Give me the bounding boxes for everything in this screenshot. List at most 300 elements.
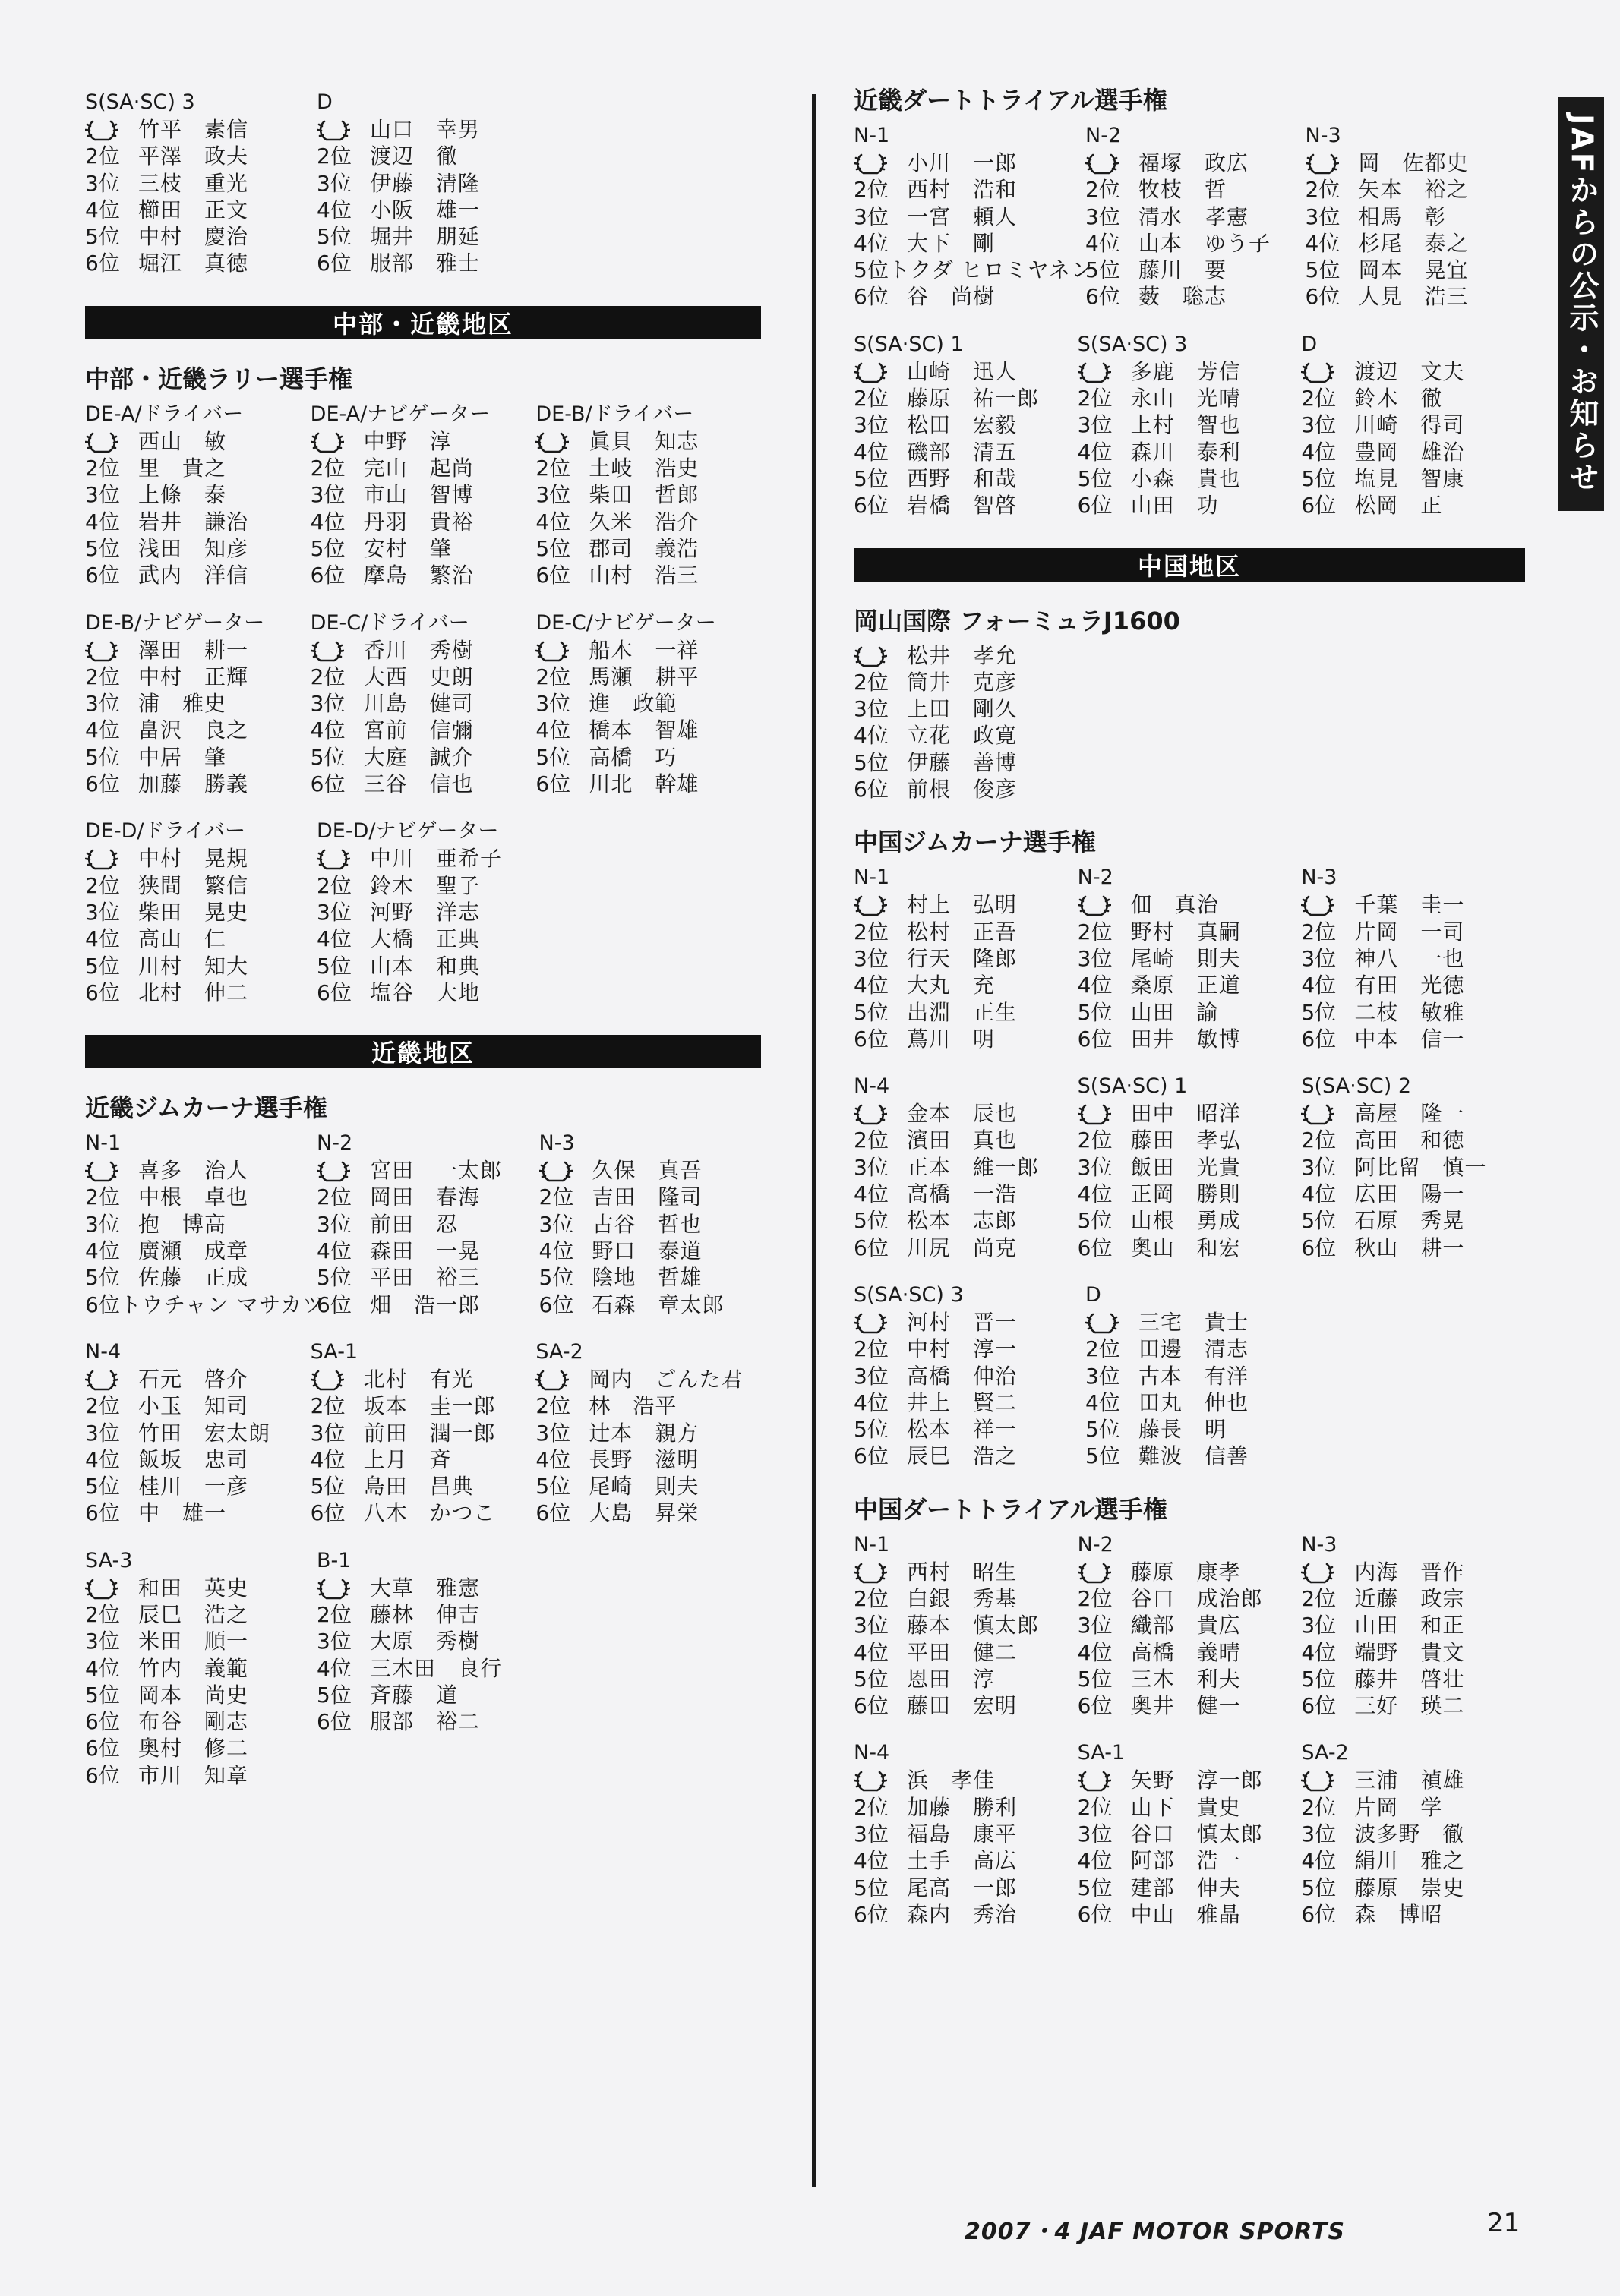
driver-name: 喜多 治人: [138, 1158, 249, 1184]
class-title: D: [317, 90, 333, 114]
driver-name: 牧枝 哲: [1138, 177, 1227, 203]
driver-name: 田井 敏博: [1130, 1026, 1241, 1052]
driver-name: 藤川 要: [1138, 257, 1227, 283]
driver-name: 蔦川 明: [907, 1026, 996, 1052]
rank-label: 3位: [854, 412, 889, 438]
result-entry: [535, 481, 761, 508]
class-result-group: [311, 1338, 536, 1527]
result-entry: [85, 223, 317, 250]
rank-label: 5位: [854, 749, 889, 775]
driver-name: 河野 洋志: [370, 899, 481, 925]
driver-name: 伊藤 善博: [907, 749, 1018, 775]
class-result-group: [854, 1531, 1078, 1720]
class-title: N-2: [1085, 124, 1122, 147]
driver-name: 森川 泰利: [1130, 439, 1241, 465]
laurel-wreath-icon: [854, 1770, 887, 1793]
rank-label: 5位: [317, 1265, 352, 1291]
rank-label: 3位: [1077, 1821, 1113, 1847]
rank-label: 5位: [310, 744, 346, 770]
driver-name: 立花 政寛: [907, 723, 1018, 749]
class-results-row: [854, 121, 1525, 311]
class-title: N-2: [1077, 866, 1113, 890]
result-entry: [1078, 358, 1302, 385]
driver-name: 和田 英史: [138, 1575, 249, 1601]
winner-laurel: [311, 428, 364, 455]
result-entry: [1301, 919, 1525, 945]
driver-name: 林 浩平: [589, 1393, 677, 1419]
rank-label: 2位: [1301, 1128, 1337, 1153]
winner-laurel: [854, 1767, 907, 1793]
result-entry: [317, 143, 548, 169]
driver-name: 神八 一也: [1354, 945, 1465, 971]
winner-laurel: [535, 1366, 589, 1392]
result-entry: [85, 1392, 311, 1419]
class-result-group: [1078, 863, 1302, 1052]
result-entry: [317, 223, 548, 250]
rank-label: 3位: [85, 1629, 120, 1654]
result-entry: [317, 170, 548, 197]
winner-laurel: [1078, 891, 1131, 918]
rank-label: 3位: [1301, 1154, 1337, 1180]
rank-label: 2位: [535, 664, 571, 689]
driver-name: 清水 孝憲: [1138, 203, 1249, 229]
driver-name: トウチャン マサカツ: [119, 1292, 325, 1317]
rank-label: 5位: [1301, 465, 1337, 491]
class-title: B-1: [317, 1548, 352, 1572]
result-entry: [85, 926, 317, 952]
result-entry: [854, 150, 1085, 176]
driver-name: 松岡 正: [1354, 493, 1443, 519]
driver-name: 小川 一郎: [907, 150, 1018, 175]
winner-laurel: [85, 1157, 138, 1184]
rank-label: 4位: [1085, 230, 1120, 256]
result-entry: [85, 1292, 325, 1318]
class-title: SA-3: [85, 1548, 133, 1572]
driver-name: 柴田 哲郎: [589, 482, 699, 508]
result-entry: [85, 664, 311, 690]
driver-name: 豊岡 雄治: [1354, 439, 1465, 465]
result-entry: [854, 1389, 1085, 1416]
result-entry: [85, 744, 311, 771]
result-entry: [1078, 1821, 1302, 1847]
driver-name: 中 雄一: [138, 1500, 227, 1526]
result-entry: [854, 1767, 1078, 1793]
class-results-row: [85, 88, 761, 277]
championship-title: 中国ジムカーナ選手権: [854, 828, 1096, 857]
driver-name: 薮 聡志: [1138, 284, 1227, 310]
result-entry: [1301, 891, 1525, 918]
result-entry: [311, 717, 536, 743]
result-entry: [854, 1875, 1078, 1901]
winner-laurel: [1078, 1559, 1131, 1585]
driver-name: 岡田 春海: [370, 1184, 481, 1210]
driver-name: 渡辺 徹: [370, 144, 459, 169]
rank-label: 4位: [317, 1238, 352, 1264]
driver-name: 布谷 剛志: [138, 1709, 249, 1735]
driver-name: 佃 真治: [1130, 892, 1219, 918]
rank-label: 5位: [1305, 257, 1341, 283]
result-entry: [1301, 1127, 1525, 1153]
driver-name: 橋本 智雄: [589, 718, 699, 743]
rank-label: 4位: [854, 723, 889, 749]
driver-name: 中山 雅晶: [1130, 1901, 1241, 1927]
driver-name: 土岐 浩史: [589, 456, 699, 481]
driver-name: 白銀 秀基: [907, 1585, 1018, 1611]
rank-label: 2位: [85, 664, 120, 689]
winner-laurel: [85, 1366, 138, 1392]
winner-laurel: [1301, 358, 1354, 385]
rank-label: 4位: [85, 926, 120, 952]
result-entry: [1078, 1847, 1302, 1874]
driver-name: 松村 正吾: [907, 919, 1018, 945]
driver-name: 森 博昭: [1354, 1901, 1443, 1927]
driver-name: 尾崎 則夫: [1130, 945, 1241, 971]
result-entry: [1078, 1026, 1302, 1052]
rank-label: 2位: [317, 1184, 352, 1210]
driver-name: 上條 泰: [138, 482, 227, 508]
class-result-group: [1085, 1281, 1317, 1470]
class-results-row: [854, 1531, 1525, 1720]
result-entry: [854, 358, 1078, 385]
result-entry: [317, 1601, 548, 1628]
rank-label: 2位: [1085, 177, 1120, 203]
result-entry: [85, 872, 317, 899]
class-title: DE-B/ナビゲーター: [85, 610, 265, 635]
rank-label: 2位: [854, 1128, 889, 1153]
driver-name: 市山 智博: [363, 482, 474, 508]
driver-name: 斉藤 道: [370, 1682, 459, 1708]
result-entry: [311, 664, 536, 690]
class-result-group: [317, 817, 548, 1006]
rank-label: 6位: [85, 1736, 120, 1761]
result-entry: [311, 771, 536, 797]
rank-label: 3位: [854, 1613, 889, 1638]
result-entry: [1078, 1901, 1302, 1928]
result-entry: [1078, 1235, 1302, 1261]
laurel-wreath-icon: [85, 119, 118, 142]
driver-name: 上田 剛久: [907, 696, 1018, 722]
rank-label: 3位: [535, 482, 571, 508]
result-entry: [1078, 385, 1302, 412]
result-entry: [1078, 972, 1302, 998]
driver-name: 三枝 重光: [138, 170, 249, 196]
laurel-wreath-icon: [85, 640, 118, 663]
driver-name: 中野 淳: [363, 428, 452, 454]
result-entry: [535, 664, 761, 690]
result-entry: [311, 1392, 536, 1419]
winner-laurel: [1085, 150, 1138, 176]
winner-laurel: [1306, 150, 1359, 176]
driver-name: 三好 瑛二: [1354, 1693, 1465, 1719]
rank-label: 6位: [854, 1026, 889, 1052]
winner-laurel: [317, 1157, 370, 1184]
driver-name: 里 貴之: [138, 456, 227, 481]
result-entry: [854, 1794, 1078, 1821]
result-entry: [317, 1211, 539, 1238]
laurel-wreath-icon: [854, 361, 887, 384]
rank-label: 5位: [854, 465, 889, 491]
result-entry: [535, 455, 761, 481]
rank-label: 5位: [854, 1875, 889, 1900]
result-entry: [317, 1655, 548, 1682]
championship-title: 岡山国際 フォーミュラJ1600: [854, 606, 1180, 636]
driver-name: 尾高 一郎: [907, 1875, 1018, 1900]
result-entry: [1301, 1821, 1525, 1847]
result-entry: [1078, 412, 1302, 438]
result-entry: [85, 1420, 311, 1446]
driver-name: 河村 晋一: [907, 1309, 1018, 1335]
result-entry: [1306, 150, 1526, 176]
class-result-group: [1078, 1739, 1302, 1928]
driver-name: 西村 浩和: [907, 177, 1018, 203]
rank-label: 6位: [1085, 284, 1120, 310]
result-entry: [311, 481, 536, 508]
driver-name: 香川 秀樹: [363, 637, 474, 663]
laurel-wreath-icon: [535, 1369, 569, 1392]
rank-label: 6位: [1077, 1693, 1113, 1719]
rank-label: 6位: [310, 563, 346, 588]
result-entry: [1078, 1692, 1302, 1719]
class-result-group: [85, 1129, 325, 1318]
driver-name: 古本 有洋: [1138, 1363, 1249, 1389]
rank-label: 6位: [85, 563, 120, 588]
driver-name: 波多野 徹: [1354, 1821, 1465, 1847]
winner-laurel: [854, 891, 907, 918]
result-entry: [1085, 176, 1306, 203]
driver-name: 西村 昭生: [907, 1559, 1018, 1585]
result-entry: [1078, 891, 1302, 918]
result-entry: [85, 562, 311, 588]
driver-name: 前田 潤一郎: [363, 1420, 496, 1446]
rank-label: 3位: [317, 1211, 352, 1237]
result-entry: [317, 1238, 539, 1264]
rank-label: 2位: [535, 456, 571, 481]
rank-label: 2位: [854, 1336, 889, 1362]
driver-name: 田中 昭洋: [1130, 1101, 1241, 1127]
driver-name: 浅田 知彦: [138, 535, 249, 561]
driver-name: 櫛田 正文: [138, 197, 249, 222]
result-entry: [854, 492, 1078, 519]
winner-laurel: [854, 1309, 907, 1336]
rank-label: 5位: [535, 744, 571, 770]
rank-label: 3位: [1301, 412, 1337, 438]
driver-name: 摩島 繁治: [363, 563, 474, 588]
driver-name: 小玉 知司: [138, 1393, 249, 1419]
result-entry: [1301, 945, 1525, 972]
result-entry: [854, 1309, 1085, 1336]
rank-label: 2位: [1085, 1336, 1120, 1362]
rank-label: 4位: [854, 1639, 889, 1665]
rank-label: 5位: [1077, 465, 1113, 491]
driver-name: 片岡 学: [1354, 1794, 1443, 1820]
rank-label: 6位: [1301, 1693, 1337, 1719]
result-entry: [85, 1762, 317, 1789]
driver-name: 大草 雅憲: [370, 1575, 481, 1601]
region-banner: 中国地区: [854, 548, 1525, 582]
driver-name: 桑原 正道: [1130, 973, 1241, 998]
class-results-row: [85, 1547, 761, 1789]
rank-label: 4位: [535, 718, 571, 743]
driver-name: 藤原 祐一郎: [907, 386, 1040, 412]
rank-label: 3位: [854, 1363, 889, 1389]
winner-laurel: [1301, 1100, 1354, 1127]
rank-label: 2位: [854, 1585, 889, 1611]
result-entry: [854, 1127, 1078, 1153]
driver-name: 岡本 尚史: [138, 1682, 249, 1708]
driver-name: 山村 浩三: [589, 563, 699, 588]
driver-name: 三宅 貴士: [1138, 1309, 1249, 1335]
driver-name: 森田 一晃: [370, 1238, 481, 1264]
result-entry: [854, 919, 1078, 945]
result-entry: [854, 1612, 1078, 1638]
rank-label: 3位: [1305, 203, 1341, 229]
driver-name: 竹田 宏太朗: [138, 1420, 271, 1446]
result-entry: [85, 979, 317, 1006]
rank-label: 4位: [310, 509, 346, 535]
result-entry: [535, 1392, 761, 1419]
class-result-group: [311, 400, 536, 589]
rank-label: 5位: [854, 257, 889, 283]
driver-name: 千葉 圭一: [1354, 892, 1465, 918]
rank-label: 6位: [854, 493, 889, 519]
result-entry: [317, 1292, 539, 1318]
rank-label: 2位: [85, 144, 120, 169]
driver-name: 井上 賢二: [907, 1389, 1018, 1415]
driver-name: 長野 滋明: [589, 1446, 699, 1472]
result-entry: [1301, 1181, 1525, 1207]
result-entry: [311, 1366, 536, 1392]
result-entry: [85, 1184, 317, 1210]
driver-name: 山口 幸男: [370, 117, 481, 142]
result-entry: [1085, 1363, 1317, 1389]
result-entry: [535, 535, 761, 562]
result-entry: [317, 979, 548, 1006]
laurel-wreath-icon: [317, 848, 350, 871]
driver-name: 三木 利夫: [1130, 1666, 1241, 1692]
rank-label: 3位: [317, 899, 352, 925]
driver-name: 大橋 正典: [370, 926, 481, 952]
rank-label: 3位: [85, 691, 120, 717]
driver-name: 田丸 伸也: [1138, 1389, 1249, 1415]
rank-label: 2位: [1305, 177, 1341, 203]
class-title: SA-2: [1301, 1741, 1349, 1765]
driver-name: 端野 貴文: [1354, 1639, 1465, 1665]
rank-label: 2位: [1301, 1585, 1337, 1611]
rank-label: 2位: [854, 386, 889, 412]
rank-label: 4位: [310, 718, 346, 743]
laurel-wreath-icon: [85, 1160, 118, 1183]
driver-name: 宮田 一太郎: [370, 1158, 503, 1184]
rank-label: 2位: [854, 919, 889, 945]
result-entry: [854, 1847, 1078, 1874]
driver-name: 高山 仁: [138, 926, 227, 952]
result-entry: [311, 562, 536, 588]
result-entry: [85, 481, 311, 508]
driver-name: 野口 泰道: [592, 1238, 703, 1264]
driver-name: 小森 貴也: [1130, 465, 1241, 491]
driver-name: 鈴木 徹: [1354, 386, 1443, 412]
rank-label: 5位: [1077, 999, 1113, 1025]
class-title: S(SA·SC) 2: [1301, 1074, 1411, 1099]
result-entry: [311, 455, 536, 481]
rank-label: 2位: [310, 664, 346, 689]
result-entry: [317, 1184, 539, 1210]
result-entry: [1306, 257, 1526, 283]
rank-label: 5位: [317, 224, 352, 250]
result-entry: [1078, 1585, 1302, 1612]
winner-laurel: [854, 358, 907, 385]
driver-name: 谷 尚樹: [907, 284, 996, 310]
class-title: SA-2: [535, 1339, 583, 1364]
driver-name: 秋山 耕一: [1354, 1235, 1465, 1260]
rank-label: 6位: [310, 1500, 346, 1526]
driver-name: 松田 宏毅: [907, 412, 1018, 438]
driver-name: 福塚 政広: [1138, 150, 1249, 175]
driver-name: 米田 順一: [138, 1629, 249, 1654]
class-result-group: [85, 817, 317, 1006]
class-title: N-3: [1301, 866, 1337, 890]
laurel-wreath-icon: [1085, 153, 1119, 175]
laurel-wreath-icon: [1301, 1103, 1334, 1126]
result-entry: [311, 1446, 536, 1473]
driver-name: 大下 剛: [907, 230, 996, 256]
rank-label: 2位: [85, 456, 120, 481]
result-entry: [1085, 257, 1306, 283]
rank-label: 6位: [538, 1292, 574, 1317]
result-entry: [317, 953, 548, 979]
result-entry: [539, 1238, 762, 1264]
rank-label: 5位: [1301, 999, 1337, 1025]
result-entry: [535, 690, 761, 717]
rank-label: 6位: [1077, 1901, 1113, 1927]
rank-label: 6位: [1077, 1026, 1113, 1052]
laurel-wreath-icon: [1078, 1103, 1111, 1126]
rank-label: 6位: [85, 979, 120, 1005]
result-entry: [85, 1628, 317, 1654]
rank-label: 4位: [535, 1446, 571, 1472]
rank-label: 4位: [85, 718, 120, 743]
rank-label: 5位: [535, 535, 571, 561]
class-result-group: [1306, 121, 1526, 311]
result-entry: [317, 250, 548, 276]
result-entry: [1301, 1794, 1525, 1821]
rank-label: 4位: [1077, 1848, 1113, 1874]
class-result-group: [317, 1547, 548, 1789]
result-entry: [317, 116, 548, 143]
result-entry: [854, 1026, 1078, 1052]
driver-name: 山田 諭: [1130, 999, 1219, 1025]
result-entry: [317, 1157, 539, 1184]
result-entry: [854, 203, 1085, 230]
laurel-wreath-icon: [311, 640, 344, 663]
driver-name: 谷口 慎太郎: [1130, 1821, 1263, 1847]
result-entry: [1301, 439, 1525, 465]
rank-label: 5位: [1077, 1875, 1113, 1900]
rank-label: 6位: [1301, 493, 1337, 519]
rank-label: 3位: [1085, 203, 1120, 229]
result-entry: [1078, 1100, 1302, 1127]
page-number: 21: [1487, 2208, 1521, 2238]
driver-name: 二枝 敏雅: [1354, 999, 1465, 1025]
result-entry: [1078, 919, 1302, 945]
result-entry: [539, 1157, 762, 1184]
result-entry: [1301, 1612, 1525, 1638]
result-entry: [535, 1500, 761, 1526]
side-tab: JAFからの公示・お知らせ: [1558, 97, 1604, 511]
rank-label: 6位: [535, 771, 571, 797]
class-result-group: [854, 1072, 1078, 1261]
rank-label: 4位: [85, 1655, 120, 1681]
